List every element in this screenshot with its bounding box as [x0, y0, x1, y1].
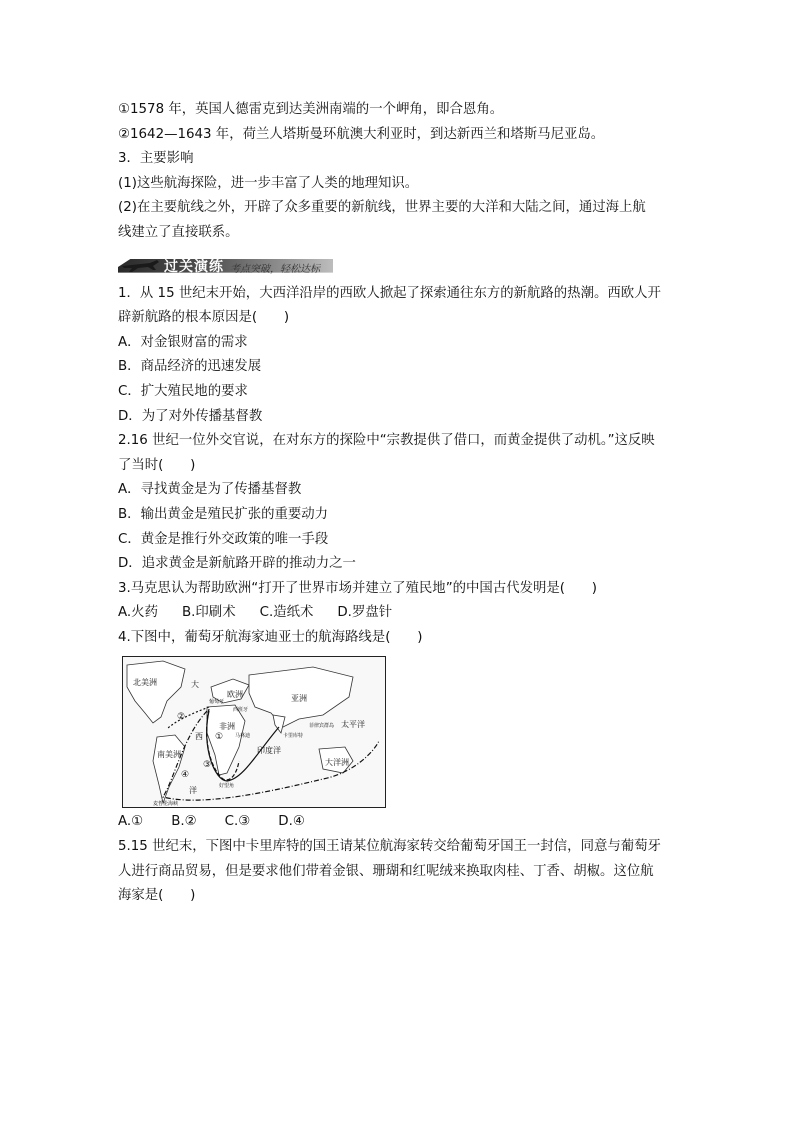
airplane-icon [120, 254, 160, 274]
banner-subtitle: 考点突破，轻松达标 [230, 263, 320, 275]
document-page [118, 98, 678, 909]
label-north-america: 北美洲 [133, 678, 157, 688]
question-1-option-b[interactable]: B．商品经济的迅速发展 [118, 359, 262, 375]
effect-2-line-2: 线建立了直接联系。 [118, 224, 239, 240]
question-4-option-a[interactable]: A.① [118, 814, 144, 830]
question-4-option-c[interactable]: C.③ [224, 814, 251, 830]
label-africa: 非洲 [219, 722, 235, 732]
label-south-america: 南美洲 [157, 750, 181, 760]
question-3-stem: 3.马克思认为帮助欧洲“打开了世界市场并建立了殖民地”的中国古代发明是( ) [118, 580, 597, 596]
route-marker-1: ① [215, 732, 224, 743]
route-marker-4: ④ [181, 770, 190, 781]
label-pacific: 太平洋 [341, 720, 365, 730]
label-indian-ocean: 印度洋 [257, 746, 281, 756]
label-calicut: 卡里库特 [283, 733, 304, 740]
question-3-options [118, 601, 678, 626]
effect-1: (1)这些航海探险，进一步丰富了人类的地理知识。 [118, 175, 419, 191]
question-3-option-d[interactable]: D.罗盘针 [337, 605, 393, 621]
south-america-shape [153, 735, 185, 803]
question-1-stem-line-2: 辟新航路的根本原因是( ) [118, 310, 290, 326]
question-2-option-c[interactable]: C．黄金是推行外交政策的唯一手段 [118, 531, 329, 547]
voyage-route-map [122, 656, 386, 808]
question-1-option-a[interactable]: A．对金银财富的需求 [118, 334, 248, 350]
banner-title: 过关演练 [164, 258, 224, 275]
label-oceania: 大洋洲 [325, 758, 349, 768]
question-2-stem-line-2: 了当时( ) [118, 457, 196, 473]
label-asia: 亚洲 [291, 694, 307, 704]
question-2-stem-line-1: 2.16 世纪一位外交官说，在对东方的探险中“宗教提供了借口，而黄金提供了动机。”这反映 [118, 433, 655, 449]
india-shape [273, 715, 285, 733]
label-xi: 西 [195, 732, 203, 742]
question-4-option-b[interactable]: B.② [171, 814, 197, 830]
question-1-option-d[interactable]: D．为了对外传播基督教 [118, 408, 263, 424]
label-yang: 洋 [189, 786, 197, 796]
question-4-options [118, 810, 678, 835]
label-malindi: 马林迪 [235, 733, 251, 740]
effect-2-line-1: (2)在主要航线之外，开辟了众多重要的新航线，世界主要的大洋和大陆之间，通过海上航 [118, 200, 646, 216]
intro-item-1: ①1578 年，英国人德雷克到达美洲南端的一个岬角，即合恩角。 [118, 102, 504, 117]
question-5-stem-line-2: 人进行商品贸易，但是要求他们带着金银、珊瑚和红呢绒来换取肉桂、丁香、胡椒。这位航 [118, 863, 654, 879]
world-map-figure [123, 657, 385, 807]
question-2-option-a[interactable]: A．寻找黄金是为了传播基督教 [118, 482, 302, 498]
question-4-option-d[interactable]: D.④ [278, 814, 305, 830]
label-magellan: 麦哲伦海峡 [153, 801, 179, 808]
question-1-option-c[interactable]: C．扩大殖民地的要求 [118, 383, 248, 399]
label-philippines: 菲律宾群岛 [309, 723, 335, 730]
route-2 [167, 707, 209, 729]
question-2-option-d[interactable]: D．追求黄金是新航路开辟的推动力之一 [118, 556, 356, 572]
label-cape: 好望角 [219, 783, 235, 790]
question-1-stem-line-1: 1．从 15 世纪末开始，大西洋沿岸的西欧人掀起了探索通往东方的新航路的热潮。西欧人开 [118, 285, 661, 301]
section-heading: 3．主要影响 [118, 151, 194, 167]
label-portugal: 葡萄牙 [209, 699, 225, 706]
label-spain: 西班牙 [233, 707, 249, 714]
question-4-stem: 4.下图中，葡萄牙航海家迪亚士的航海路线是( ) [118, 629, 423, 645]
question-5-stem-line-1: 5.15 世纪末，下图中卡里库特的国王请某位航海家转交给葡萄牙国王一封信，同意与葡萄牙 [118, 839, 661, 855]
question-3-option-c[interactable]: C.造纸术 [259, 605, 314, 621]
label-da: 大 [191, 680, 199, 690]
intro-item-2: ②1642—1643 年，荷兰人塔斯曼环航澳大利亚时，到达新西兰和塔斯马尼亚岛。 [118, 126, 605, 142]
question-3-option-a[interactable]: A.火药 [118, 605, 158, 621]
label-europe: 欧洲 [227, 690, 243, 700]
section-banner [118, 254, 678, 278]
route-marker-2: ② [177, 712, 186, 723]
route-marker-3: ③ [203, 760, 212, 771]
question-2-option-b[interactable]: B．输出黄金是殖民扩张的重要动力 [118, 506, 329, 522]
question-5-stem-line-3: 海家是( ) [118, 888, 196, 904]
question-3-option-b[interactable]: B.印刷术 [181, 605, 236, 621]
